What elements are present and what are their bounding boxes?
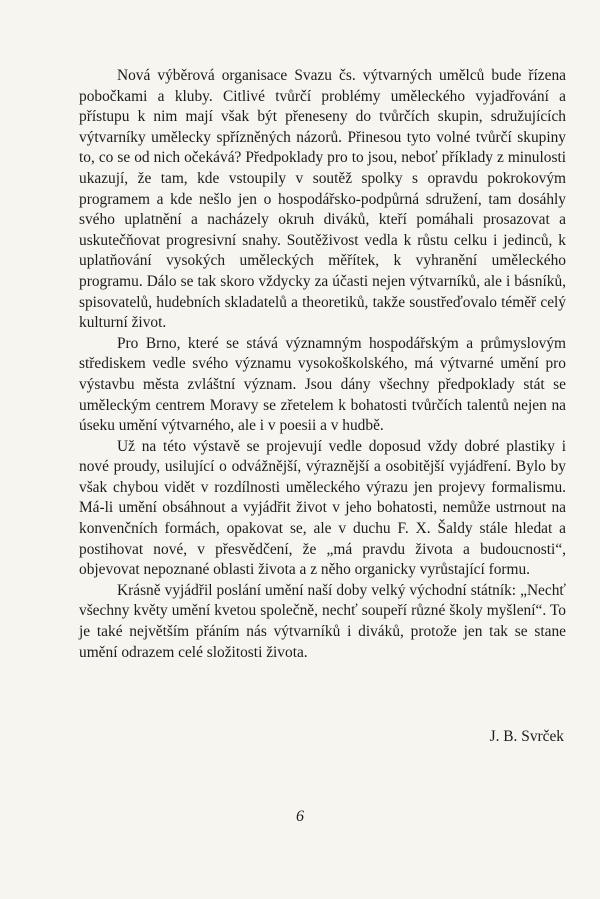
page-number: 6 (296, 808, 304, 825)
article-body (79, 66, 566, 663)
paragraph: Krásně vyjádřil poslání umění naší doby velký východní státník: „Nechť všechny květy umění kvetou společně, nechť soupeří různé školy myšlení“. To je také největším přáním nás výtvarníků i diváků, protože jen tak se stane umění odrazem celé složitosti života. (79, 581, 566, 661)
paragraph: Už na této výstavě se projevují vedle doposud vždy dobré plastiky i nové proudy, usilující o odvážnější, výraznější a osobitější vyjádření. Bylo by však chybou vidět v rozdílnosti uměleckého výrazu jen projevy formalismu. Má-li umění obsáhnout a vyjádřit život v jeho bohatosti, nemůže ustrnout na konvenčních formách, opakovat se, ale v duchu F. X. Šaldy stále hledat a postihovat nové, v přesvědčení, že „má pravdu života a budoucnosti“, objevovat nepoznané oblasti života a z něho organicky vyrůstající formu. (79, 437, 566, 579)
author-signature: J. B. Svrček (489, 728, 564, 745)
paragraph: Nová výběrová organisace Svazu čs. výtvarných umělců bude řízena pobočkami a kluby. Citlivé tvůrčí problémy uměleckého vyjadřování a přístupu k nim mají však být přeneseny do tvůrčích skupin, sdružujících výtvarníky umělecky spřízněných názorů. Přinesou tyto volné tvůrčí skupiny to, co se od nich očekává? Předpoklady pro to jsou, neboť příklady z minulosti ukazují, že tam, kde vstoupily v soutěž spolky s opravdu pokrokovým programem a kde nešlo jen o hospodářsko-podpůrná sdružení, tam dosáhly svého uplatnění a nacházely okruh diváků, kteří pomáhali prosazovat a uskutečňovat progresivní snahy. Soutěživost vedla k růstu celku i jedinců, k uplatňování vysokých uměleckých měřítek, k vyhranění uměleckého programu. Dálo se tak skoro vždycky za účasti nejen výtvarníků, ale i básníků, spisovatelů, hudebních skladatelů a theoretiků, takže soustřeďovalo téměř celý kulturní život. (79, 67, 566, 332)
paragraph: Pro Brno, které se stává významným hospodářským a průmyslovým střediskem vedle svého významu vysokoškolského, má výtvarné umění pro výstavbu města zvláštní význam. Jsou dány všechny předpoklady stát se uměleckým centrem Moravy se zřetelem k bohatosti tvůrčích talentů nejen na úseku umění výtvarného, ale i v poesii a v hudbě. (79, 334, 566, 435)
